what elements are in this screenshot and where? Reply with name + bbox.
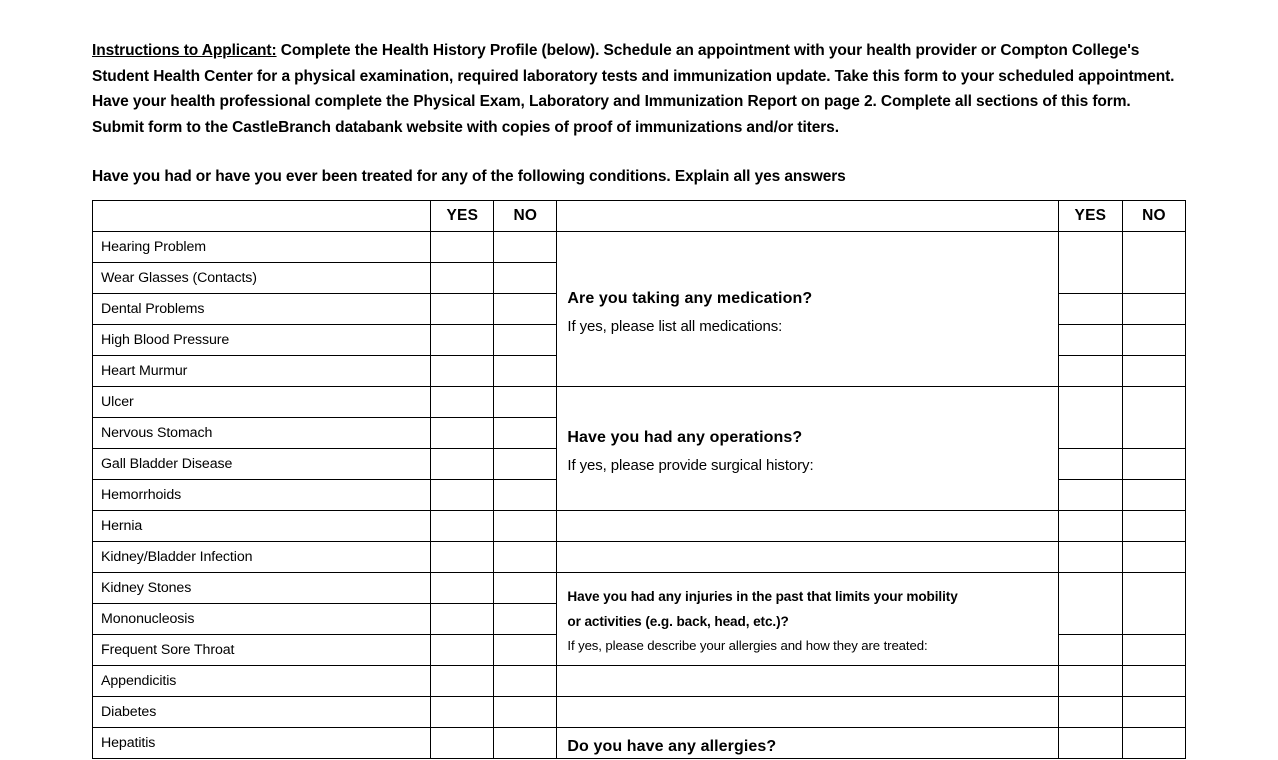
yes-checkbox-cell[interactable] <box>431 232 494 263</box>
table-header-row <box>93 201 1186 232</box>
answer-cell-right[interactable] <box>1122 325 1185 356</box>
answer-cell-right[interactable] <box>1058 480 1122 511</box>
table-row <box>93 542 1186 573</box>
table-row <box>93 232 1186 263</box>
middle-blank-cell <box>557 511 1058 542</box>
yes-checkbox-cell[interactable] <box>431 635 494 666</box>
no-checkbox-cell[interactable] <box>494 542 557 573</box>
condition-label: Gall Bladder Disease <box>93 449 431 480</box>
no-checkbox-cell[interactable] <box>494 449 557 480</box>
no-checkbox-cell[interactable] <box>494 294 557 325</box>
middle-blank-cell <box>557 666 1058 697</box>
instructions-text: Complete the Health History Profile (below). Schedule an appointment with your health provider or Compton College's Student Health Center for a physical examination, required laboratory tests and immunization update. Take this form to your scheduled appointment. Have your health professional complete the Physical Exam, Laboratory and Immunization Report on page 2. Complete all sections of this form. Submit form to the CastleBranch databank website with copies of proof of immunizations and/or titers. <box>92 42 1175 136</box>
answer-cell-right[interactable] <box>1058 449 1122 480</box>
no-checkbox-cell[interactable] <box>494 356 557 387</box>
yes-checkbox-cell[interactable] <box>431 480 494 511</box>
condition-label: Nervous Stomach <box>93 418 431 449</box>
yes-checkbox-cell-right[interactable] <box>1058 728 1122 759</box>
yes-checkbox-cell[interactable] <box>431 697 494 728</box>
no-checkbox-cell[interactable] <box>494 263 557 294</box>
conditions-prompt: Have you had or have you ever been treated for any of the following conditions. Explain all yes answers <box>92 168 846 185</box>
operations-question-cell <box>557 387 1058 511</box>
no-checkbox-cell[interactable] <box>494 232 557 263</box>
answer-cell-right[interactable] <box>1122 294 1185 325</box>
answer-cell-right[interactable] <box>1058 325 1122 356</box>
health-history-table <box>92 200 1186 759</box>
table-row <box>93 511 1186 542</box>
header-no-right: NO <box>1122 201 1185 232</box>
medication-subtext: If yes, please list all medications: <box>567 317 783 335</box>
yes-checkbox-cell[interactable] <box>431 294 494 325</box>
yes-checkbox-cell-right[interactable] <box>1058 387 1122 449</box>
condition-label: Kidney/Bladder Infection <box>93 542 431 573</box>
injuries-subtext: If yes, please describe your allergies and how they are treated: <box>567 638 928 653</box>
condition-label: Ulcer <box>93 387 431 418</box>
header-yes-right: YES <box>1058 201 1122 232</box>
answer-cell-right[interactable] <box>1122 356 1185 387</box>
answer-cell-right[interactable] <box>1058 666 1122 697</box>
yes-checkbox-cell-right[interactable] <box>1058 573 1122 635</box>
yes-checkbox-cell[interactable] <box>431 325 494 356</box>
condition-label: Appendicitis <box>93 666 431 697</box>
no-checkbox-cell-right[interactable] <box>1122 728 1185 759</box>
header-yes-left: YES <box>431 201 494 232</box>
answer-cell-right[interactable] <box>1058 356 1122 387</box>
operations-subtext: If yes, please provide surgical history: <box>567 457 814 474</box>
no-checkbox-cell[interactable] <box>494 418 557 449</box>
no-checkbox-cell[interactable] <box>494 666 557 697</box>
condition-label: Hemorrhoids <box>93 480 431 511</box>
injuries-question-line2: or activities (e.g. back, head, etc.)? <box>567 614 789 629</box>
answer-cell-right[interactable] <box>1058 635 1122 666</box>
condition-label: Dental Problems <box>93 294 431 325</box>
no-checkbox-cell[interactable] <box>494 325 557 356</box>
condition-label: Heart Murmur <box>93 356 431 387</box>
yes-checkbox-cell[interactable] <box>431 263 494 294</box>
answer-cell-right[interactable] <box>1122 635 1185 666</box>
yes-checkbox-cell[interactable] <box>431 387 494 418</box>
answer-cell-right[interactable] <box>1058 294 1122 325</box>
condition-label: Mononucleosis <box>93 604 431 635</box>
operations-question: Have you had any operations? <box>567 429 803 446</box>
no-checkbox-cell[interactable] <box>494 480 557 511</box>
condition-label: Diabetes <box>93 697 431 728</box>
medication-question-cell <box>557 232 1058 387</box>
table-row <box>93 728 1186 759</box>
medication-question: Are you taking any medication? <box>567 289 813 307</box>
instructions-label: Instructions to Applicant: <box>92 42 277 59</box>
condition-label: Hepatitis <box>93 728 431 759</box>
yes-checkbox-cell[interactable] <box>431 356 494 387</box>
header-middle <box>557 201 1058 232</box>
answer-cell-right[interactable] <box>1122 697 1185 728</box>
middle-blank-cell <box>557 542 1058 573</box>
header-no-left: NO <box>494 201 557 232</box>
condition-label: Hearing Problem <box>93 232 431 263</box>
answer-cell-right[interactable] <box>1058 697 1122 728</box>
no-checkbox-cell-right[interactable] <box>1122 387 1185 449</box>
answer-cell-right[interactable] <box>1122 449 1185 480</box>
yes-checkbox-cell[interactable] <box>431 511 494 542</box>
condition-label: Frequent Sore Throat <box>93 635 431 666</box>
yes-checkbox-cell[interactable] <box>431 573 494 604</box>
no-checkbox-cell-right[interactable] <box>1122 573 1185 635</box>
yes-checkbox-cell[interactable] <box>431 666 494 697</box>
condition-label: Kidney Stones <box>93 573 431 604</box>
yes-checkbox-cell[interactable] <box>431 728 494 759</box>
injuries-question-line1: Have you had any injuries in the past that limits your mobility <box>567 589 958 604</box>
yes-checkbox-cell[interactable] <box>431 418 494 449</box>
middle-blank-cell <box>557 697 1058 728</box>
yes-checkbox-cell-right[interactable] <box>1058 232 1122 294</box>
table-row <box>93 573 1186 604</box>
no-checkbox-cell[interactable] <box>494 387 557 418</box>
header-condition <box>93 201 431 232</box>
yes-checkbox-cell[interactable] <box>431 542 494 573</box>
no-checkbox-cell[interactable] <box>494 635 557 666</box>
condition-label: Hernia <box>93 511 431 542</box>
no-checkbox-cell-right[interactable] <box>1122 232 1185 294</box>
no-checkbox-cell[interactable] <box>494 573 557 604</box>
injuries-question-cell <box>557 573 1058 666</box>
allergies-question: Do you have any allergies? <box>567 737 777 755</box>
condition-label: High Blood Pressure <box>93 325 431 356</box>
no-checkbox-cell[interactable] <box>494 697 557 728</box>
answer-cell-right[interactable] <box>1122 511 1185 542</box>
no-checkbox-cell[interactable] <box>494 511 557 542</box>
yes-checkbox-cell[interactable] <box>431 449 494 480</box>
answer-cell-right[interactable] <box>1058 542 1122 573</box>
table-row <box>93 666 1186 697</box>
answer-cell-right[interactable] <box>1058 511 1122 542</box>
table-row <box>93 697 1186 728</box>
answer-cell-right[interactable] <box>1122 666 1185 697</box>
allergies-question-cell <box>557 728 1058 759</box>
instructions-paragraph <box>92 38 1186 140</box>
document-content <box>92 0 1186 759</box>
condition-label: Wear Glasses (Contacts) <box>93 263 431 294</box>
answer-cell-right[interactable] <box>1122 542 1185 573</box>
no-checkbox-cell[interactable] <box>494 604 557 635</box>
yes-checkbox-cell[interactable] <box>431 604 494 635</box>
table-row <box>93 387 1186 418</box>
no-checkbox-cell[interactable] <box>494 728 557 759</box>
answer-cell-right[interactable] <box>1122 480 1185 511</box>
